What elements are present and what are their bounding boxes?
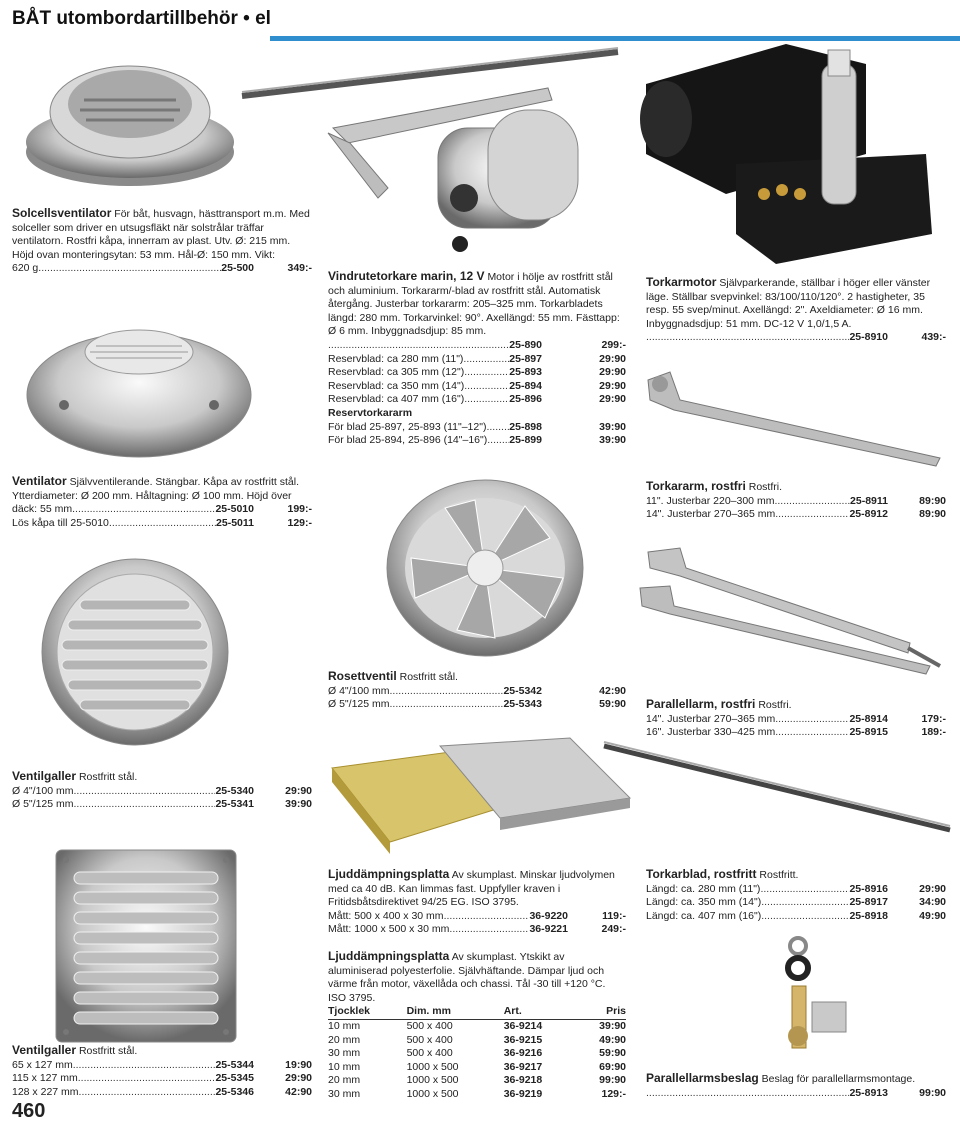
row-label: 128 x 227 mm [12, 1085, 79, 1098]
row-label: Ø 4"/100 mm [12, 784, 74, 797]
price-row [12, 1086, 312, 1100]
cell: 30 mm [328, 1047, 361, 1060]
price-row [646, 331, 946, 345]
column-header: Pris [576, 1005, 626, 1019]
product-name: Torkararm, rostfri [646, 479, 746, 493]
row-label: 65 x 127 mm [12, 1058, 73, 1071]
product-parallellarmsbeslag [646, 1072, 946, 1100]
price: 249:- [601, 923, 626, 936]
price-row [646, 1087, 946, 1101]
cell: 49:90 [599, 1033, 626, 1046]
product-name: Ventilgaller [12, 1043, 77, 1057]
row-label: Lös kåpa till 25-5010. [12, 516, 112, 529]
row-label: Längd: ca. 407 mm (16") [646, 909, 762, 922]
price: 29:90 [599, 379, 626, 392]
cell: 36-9217 [503, 1060, 543, 1073]
article-number: 25-5343 [503, 698, 542, 711]
wiper-blade-photo [600, 738, 955, 838]
price: 89:90 [919, 508, 946, 521]
price: 42:90 [285, 1085, 312, 1098]
cell: 20 mm [328, 1074, 361, 1087]
row-label: Reservblad: ca 280 mm (11") [328, 352, 464, 365]
row-label: Ø 4"/100 mm [328, 684, 390, 697]
article-number: 36-9220 [529, 909, 568, 922]
page-number: 460 [12, 1100, 46, 1122]
product-name: Parallellarmsbeslag [646, 1071, 759, 1085]
product-torkarmotor [646, 276, 946, 345]
price-row [12, 517, 312, 531]
price: 42:90 [599, 684, 626, 697]
product-desc: Rostfritt stål. [399, 671, 458, 683]
row-label: däck: 55 mm. [12, 503, 76, 516]
row-label: 16". Justerbar 330–425 mm [646, 726, 776, 739]
price-row [646, 726, 946, 740]
product-name: Solcellsventilator [12, 206, 112, 220]
row-label: Ø 5"/125 mm [328, 698, 390, 711]
product-name: Vindrutetorkare marin, 12 V [328, 269, 485, 283]
insulation-panel-photo [330, 738, 630, 856]
price: 119:- [602, 909, 626, 922]
price: 189:- [921, 726, 946, 739]
product-parallellarm [646, 698, 946, 740]
price-row [12, 1059, 312, 1073]
row-label: För blad 25-894, 25-896 (14"–16") [328, 434, 488, 447]
price-row [12, 262, 312, 276]
price: 349:- [287, 262, 312, 275]
cell: 36-9219 [503, 1087, 543, 1100]
product-torkarblad [646, 868, 946, 923]
price-row [646, 508, 946, 522]
product-name: Torkarmotor [646, 275, 717, 289]
article-number: 25-5342 [503, 684, 542, 697]
product-desc: Av skumplast. Minskar ljudvolymen med ca 40 dB. Kan limmas fast. Uppfyller kraven i Fritidsbåtsdirektivet 94/25 EG. ISO 3795. [328, 869, 615, 909]
row-label: 14". Justerbar 270–365 mm [646, 712, 776, 725]
price: 179:- [921, 712, 946, 725]
product-rosettventil [328, 670, 626, 712]
price-row [328, 923, 626, 937]
column-header: Tjocklek [328, 1005, 407, 1019]
wiper-arm-photo [640, 370, 950, 470]
rosette-vent-photo [385, 478, 585, 658]
product-desc: Motor i hölje av rostfritt stål och aluminium. Torkararm/-blad av rostfritt stål. Automatisk återgång. Justerbar torkararm: 205–325 mm. Torkarbladets längd: 280 mm. Torkarvinkel: 90°. Axellängd: 55 mm. Fästtapp: Ø 6 mm. Inbyggnadsdjup: 85 mm. [328, 271, 620, 338]
parallel-arm-photo [640, 548, 950, 676]
cell: 39:90 [599, 1019, 626, 1032]
article-number: 25-894 [509, 379, 542, 392]
article-number: 25-5344 [215, 1058, 254, 1071]
price: 29:90 [599, 352, 626, 365]
column-header: Dim. mm [407, 1005, 504, 1019]
price-row [12, 1072, 312, 1086]
article-number: 25-5345 [215, 1072, 254, 1085]
article-number: 25-8913 [849, 1086, 888, 1099]
article-number: 25-893 [509, 366, 542, 379]
cell: 69:90 [599, 1060, 626, 1073]
cell: 129:- [601, 1087, 626, 1100]
cell: 1000 x 500 [406, 1074, 459, 1087]
price: 199:- [287, 503, 312, 516]
price-row [328, 353, 626, 367]
price: 89:90 [919, 494, 946, 507]
product-name: Parallellarm, rostfri [646, 697, 756, 711]
price-row [12, 798, 312, 812]
article-number: 25-500 [221, 262, 254, 275]
table-row [328, 1061, 626, 1075]
article-number: 25-890 [509, 338, 542, 351]
table-row [328, 1019, 626, 1033]
price: 29:90 [919, 882, 946, 895]
row-label: Reservblad: ca 305 mm (12") [328, 366, 465, 379]
price-row [12, 785, 312, 799]
product-name: Rosettventil [328, 669, 397, 683]
price: 129:- [287, 516, 312, 529]
cell: 1000 x 500 [406, 1087, 459, 1100]
table-row [328, 1074, 626, 1088]
product-desc: Rostfritt stål. [78, 771, 138, 783]
product-name: Ljuddämpningsplatta [328, 949, 450, 963]
article-number: 25-8914 [849, 712, 888, 725]
article-number: 25-896 [509, 393, 542, 406]
cell: 1000 x 500 [406, 1060, 459, 1073]
mount-kit-photo [742, 936, 852, 1056]
price-row [328, 421, 626, 435]
product-desc: Av skumplast. Ytskikt av aluminiserad polyesterfolie. Självhäftande. Dämpar ljud och värme från motor, växellåda och chassi. Tål -30 till +120 °C. ISO 3795. [328, 951, 606, 1004]
cell: 30 mm [328, 1087, 361, 1100]
product-ventilgaller-round [12, 770, 312, 812]
price: 34:90 [919, 896, 946, 909]
article-number: 25-897 [509, 352, 542, 365]
price: 39:90 [285, 798, 312, 811]
price-row [328, 380, 626, 394]
cell: 59:90 [599, 1047, 626, 1060]
page-header [0, 0, 960, 44]
price-row [328, 393, 626, 407]
article-number: 25-8915 [849, 726, 888, 739]
price-row [646, 883, 946, 897]
product-desc: Självventilerande. Stängbar. Kåpa av rostfritt stål. Ytterdiameter: Ø 200 mm. Håltagning: Ø 100 mm. Höjd över [12, 476, 299, 502]
price: 29:90 [599, 393, 626, 406]
row-label: Reservblad: ca 407 mm (16") [328, 393, 465, 406]
article-number: 25-5341 [215, 798, 254, 811]
page-title: BÅT utombordartillbehör • el [12, 8, 271, 29]
price: 19:90 [285, 1058, 312, 1071]
article-number: 25-5010 [215, 503, 254, 516]
ventilator-photo [24, 320, 254, 460]
price-row [12, 503, 312, 517]
cell: 36-9215 [503, 1033, 543, 1046]
spec-table [328, 1005, 626, 1101]
row-label: Längd: ca. 350 mm (14") [646, 896, 762, 909]
product-name: Ljuddämpningsplatta [328, 867, 450, 881]
cell: 36-9214 [503, 1019, 543, 1032]
price-row [328, 910, 626, 924]
article-number: 25-8917 [849, 896, 888, 909]
price: 299:- [601, 338, 626, 351]
row-label: Ø 5"/125 mm [12, 798, 74, 811]
table-header-row [328, 1005, 626, 1019]
wiper-motor-black-photo [636, 44, 936, 269]
product-desc: Rostfri. [748, 481, 782, 493]
price: 439:- [921, 331, 946, 344]
product-ventilgaller-rect [12, 1044, 312, 1099]
price: 39:90 [599, 420, 626, 433]
price: 99:90 [919, 1086, 946, 1099]
cell: 20 mm [328, 1033, 361, 1046]
article-number: 25-8916 [849, 882, 888, 895]
row-label: Mått: 500 x 400 x 30 mm [328, 909, 444, 922]
product-desc: Rostfri. [758, 699, 792, 711]
row-label: 14". Justerbar 270–365 mm [646, 508, 776, 521]
price: 29:90 [285, 1072, 312, 1085]
cell: 36-9216 [503, 1047, 543, 1060]
sub-heading: Reservtorkararm [328, 406, 413, 419]
row-label: Längd: ca. 280 mm (11") [646, 882, 761, 895]
product-desc: Rostfritt. [759, 869, 799, 881]
article-number: 25-8911 [850, 494, 888, 507]
cell: 10 mm [328, 1060, 361, 1073]
price-row [328, 366, 626, 380]
row-label: 115 x 127 mm [12, 1072, 78, 1085]
price: 29:90 [285, 784, 312, 797]
article-number: 25-5340 [215, 784, 254, 797]
product-desc: Självparkerande, ställbar i höger eller vänster läge. Ställbar svepvinkel: 83/100/110/120°. 2 hastigheter, 35 resp. 55 svep/minut. Axellängd: 2". Axeldiameter: Ø 16 mm. Inbyggnadsdjup: 51 mm. DC-12 V 1,0/1,5 A. [646, 277, 931, 330]
cell: 99:90 [599, 1074, 626, 1087]
header-accent-bar [270, 36, 960, 41]
table-row [328, 1047, 626, 1061]
product-solcellsventilator [12, 207, 312, 276]
article-number: 25-8912 [849, 508, 888, 521]
column-header: Art. [504, 1005, 576, 1019]
round-grille-photo [40, 555, 230, 750]
article-number: 25-898 [509, 420, 542, 433]
product-desc: Beslag för parallellarmsmontage. [761, 1073, 916, 1085]
cell: 500 x 400 [406, 1019, 453, 1032]
product-ljuddampningsplatta-1 [328, 868, 626, 937]
price-row [328, 434, 626, 448]
price: 49:90 [919, 909, 946, 922]
product-desc: Rostfritt stål. [78, 1045, 138, 1057]
article-number: 25-5011 [216, 516, 254, 529]
price-row [646, 896, 946, 910]
row-label: Mått: 1000 x 500 x 30 mm [328, 923, 450, 936]
product-desc: För båt, husvagn, hästtransport m.m. Med solceller som driver en utsugsfläkt när solstrålar träffar ventilatorn. Rostfri kåpa, innerram av plast. Utv. Ø: 215 mm. Höjd ovan monteringsytan: 53 mm. Hål-Ø: 150 mm. Vikt: [12, 208, 310, 261]
cell: 36-9218 [503, 1074, 543, 1087]
article-number: 25-8918 [849, 909, 888, 922]
article-number: 25-5346 [215, 1085, 254, 1098]
article-number: 25-8910 [849, 331, 888, 344]
cell: 500 x 400 [406, 1033, 453, 1046]
price-row [646, 713, 946, 727]
cell: 500 x 400 [406, 1047, 453, 1060]
price-row [328, 685, 626, 699]
cell: 10 mm [328, 1019, 361, 1032]
price: 39:90 [599, 434, 626, 447]
solar-vent-photo [24, 60, 236, 190]
table-row [328, 1088, 626, 1102]
price: 59:90 [599, 698, 626, 711]
price-row [328, 339, 626, 353]
product-name: Ventilgaller [12, 769, 77, 783]
product-name: Torkarblad, rostfritt [646, 867, 757, 881]
price-row [646, 910, 946, 924]
row-label: 11". Justerbar 220–300 mm [646, 494, 775, 507]
product-torkararm [646, 480, 946, 522]
table-row [328, 1034, 626, 1048]
row-label: Reservblad: ca 350 mm (14") [328, 379, 465, 392]
price-row [646, 495, 946, 509]
row-label: För blad 25-897, 25-893 (11"–12") [328, 420, 487, 433]
product-ljuddampningsplatta-2 [328, 950, 626, 1102]
product-ventilator [12, 475, 312, 530]
price-row [328, 698, 626, 712]
row-label: 620 g. [12, 262, 42, 275]
price: 29:90 [599, 366, 626, 379]
article-number: 36-9221 [529, 923, 568, 936]
product-name: Ventilator [12, 474, 67, 488]
product-vindrutetorkare [328, 270, 626, 448]
rect-grille-photo [56, 850, 236, 1042]
article-number: 25-899 [509, 434, 542, 447]
